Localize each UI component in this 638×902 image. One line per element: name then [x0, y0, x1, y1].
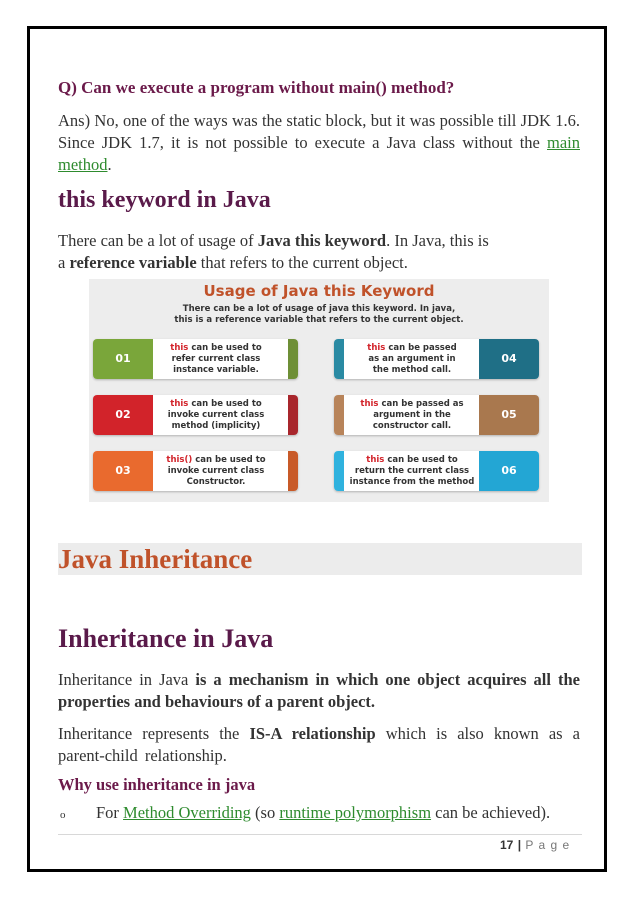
usage-card-line3: the method call.	[372, 365, 452, 375]
runtime-polymorphism-link[interactable]: runtime polymorphism	[279, 803, 432, 822]
page-number-value: 17	[500, 838, 514, 852]
usage-card-line1: can be used to	[188, 399, 262, 409]
page-label: P a g e	[525, 838, 571, 852]
infographic-subtitle	[89, 304, 549, 326]
usage-card-keyword: this	[170, 343, 189, 353]
usage-card-line1: can be used to	[384, 455, 458, 465]
inheritance-bold: is a mechanism in which one object acquires all the properties and behaviours of a parent object.	[58, 670, 580, 711]
usage-card-01	[93, 339, 298, 379]
usage-card-text	[151, 455, 281, 489]
this-text-a: There can be a lot of usage of	[58, 231, 258, 250]
bullet-item	[60, 803, 550, 823]
usage-card-04	[334, 339, 539, 379]
answer-text: Ans) No, one of the ways was the static block, but it was possible till JDK 1.6. Since JDK 1.7, it is not possible to execute a Java class without the	[58, 111, 580, 152]
infographic-subtitle-line1: There can be a lot of usage of java this keyword. In java,	[182, 304, 456, 314]
bullet-mark: o	[60, 809, 66, 821]
usage-card-line3: constructor call.	[372, 421, 452, 431]
usage-card-number: 05	[479, 395, 539, 435]
usage-card-line1: can be used to	[192, 455, 266, 465]
usage-card-edge	[288, 339, 298, 379]
usage-card-number: 06	[479, 451, 539, 491]
usage-card-line3: Constructor.	[186, 477, 246, 487]
is-a-paragraph	[58, 723, 580, 767]
usage-card-edge	[288, 451, 298, 491]
is-a-text-b: which is also known as a parent-child relationship.	[58, 724, 580, 765]
banner-title: Java Inheritance	[58, 544, 253, 574]
answer-paragraph	[58, 110, 580, 176]
usage-card-number: 04	[479, 339, 539, 379]
usage-card-02	[93, 395, 298, 435]
usage-card-line2: as an argument in	[368, 354, 456, 364]
this-keyword-heading: this keyword in Java	[58, 187, 271, 213]
this-text-b: . In Java, this is	[386, 231, 489, 250]
bullet-text-c: can be achieved).	[431, 803, 551, 822]
infographic-title: Usage of Java this Keyword	[203, 282, 435, 300]
this-text-d: that refers to the current object.	[196, 253, 408, 272]
footer-divider	[58, 834, 582, 835]
usage-card-text	[342, 455, 482, 489]
usage-card-keyword: this()	[166, 455, 193, 465]
usage-card-line1: can be used to	[188, 343, 262, 353]
usage-card-line2: refer current class	[171, 354, 261, 364]
page-separator: |	[517, 838, 522, 852]
usage-card-line1: can be passed	[385, 343, 457, 353]
bullet-text-b: (so	[250, 803, 280, 822]
usage-card-text	[151, 343, 281, 377]
usage-card-line3: instance from the method	[349, 477, 475, 487]
usage-card-keyword: this	[367, 343, 386, 353]
usage-card-number: 02	[93, 395, 153, 435]
usage-card-number: 01	[93, 339, 153, 379]
this-text-c: a	[58, 253, 70, 272]
usage-card-keyword: this	[366, 455, 385, 465]
usage-card-text	[342, 399, 482, 433]
page-number	[500, 838, 570, 852]
usage-card-line2: invoke current class	[167, 466, 265, 476]
inheritance-text: Inheritance in Java	[58, 670, 196, 689]
bullet-text-a: For	[96, 803, 124, 822]
usage-card-line1: can be passed as	[378, 399, 464, 409]
usage-card-05	[334, 395, 539, 435]
this-keyword-paragraph	[58, 230, 580, 274]
this-keyword-infographic	[89, 279, 549, 502]
usage-card-03	[93, 451, 298, 491]
usage-card-number: 03	[93, 451, 153, 491]
this-bold-keyword: Java this keyword	[257, 231, 387, 250]
main-method-link[interactable]: main method	[58, 133, 580, 174]
usage-card-line2: argument in the	[373, 410, 451, 420]
usage-card-line3: method (implicity)	[171, 421, 261, 431]
usage-card-keyword: this	[360, 399, 379, 409]
why-inheritance-heading: Why use inheritance in java	[58, 775, 256, 794]
usage-card-edge	[288, 395, 298, 435]
usage-card-line3: instance variable.	[173, 365, 259, 375]
infographic-subtitle-line2: this is a reference variable that refers to the current object.	[174, 315, 464, 325]
method-overriding-link[interactable]: Method Overriding	[123, 803, 251, 822]
inheritance-heading: Inheritance in Java	[58, 624, 274, 653]
answer-text-end: .	[107, 155, 112, 174]
usage-card-keyword: this	[170, 399, 189, 409]
usage-card-line2: return the current class	[354, 466, 470, 476]
usage-card-text	[151, 399, 281, 433]
this-bold-reference: reference variable	[69, 253, 197, 272]
usage-card-text	[342, 343, 482, 377]
java-inheritance-banner	[58, 543, 582, 575]
usage-card-06	[334, 451, 539, 491]
is-a-text-a: Inheritance represents the	[58, 724, 250, 743]
usage-card-line2: invoke current class	[167, 410, 265, 420]
question-heading: Q) Can we execute a program without main() method?	[58, 78, 455, 97]
is-a-bold: IS-A relationship	[249, 724, 376, 743]
inheritance-paragraph	[58, 669, 580, 713]
